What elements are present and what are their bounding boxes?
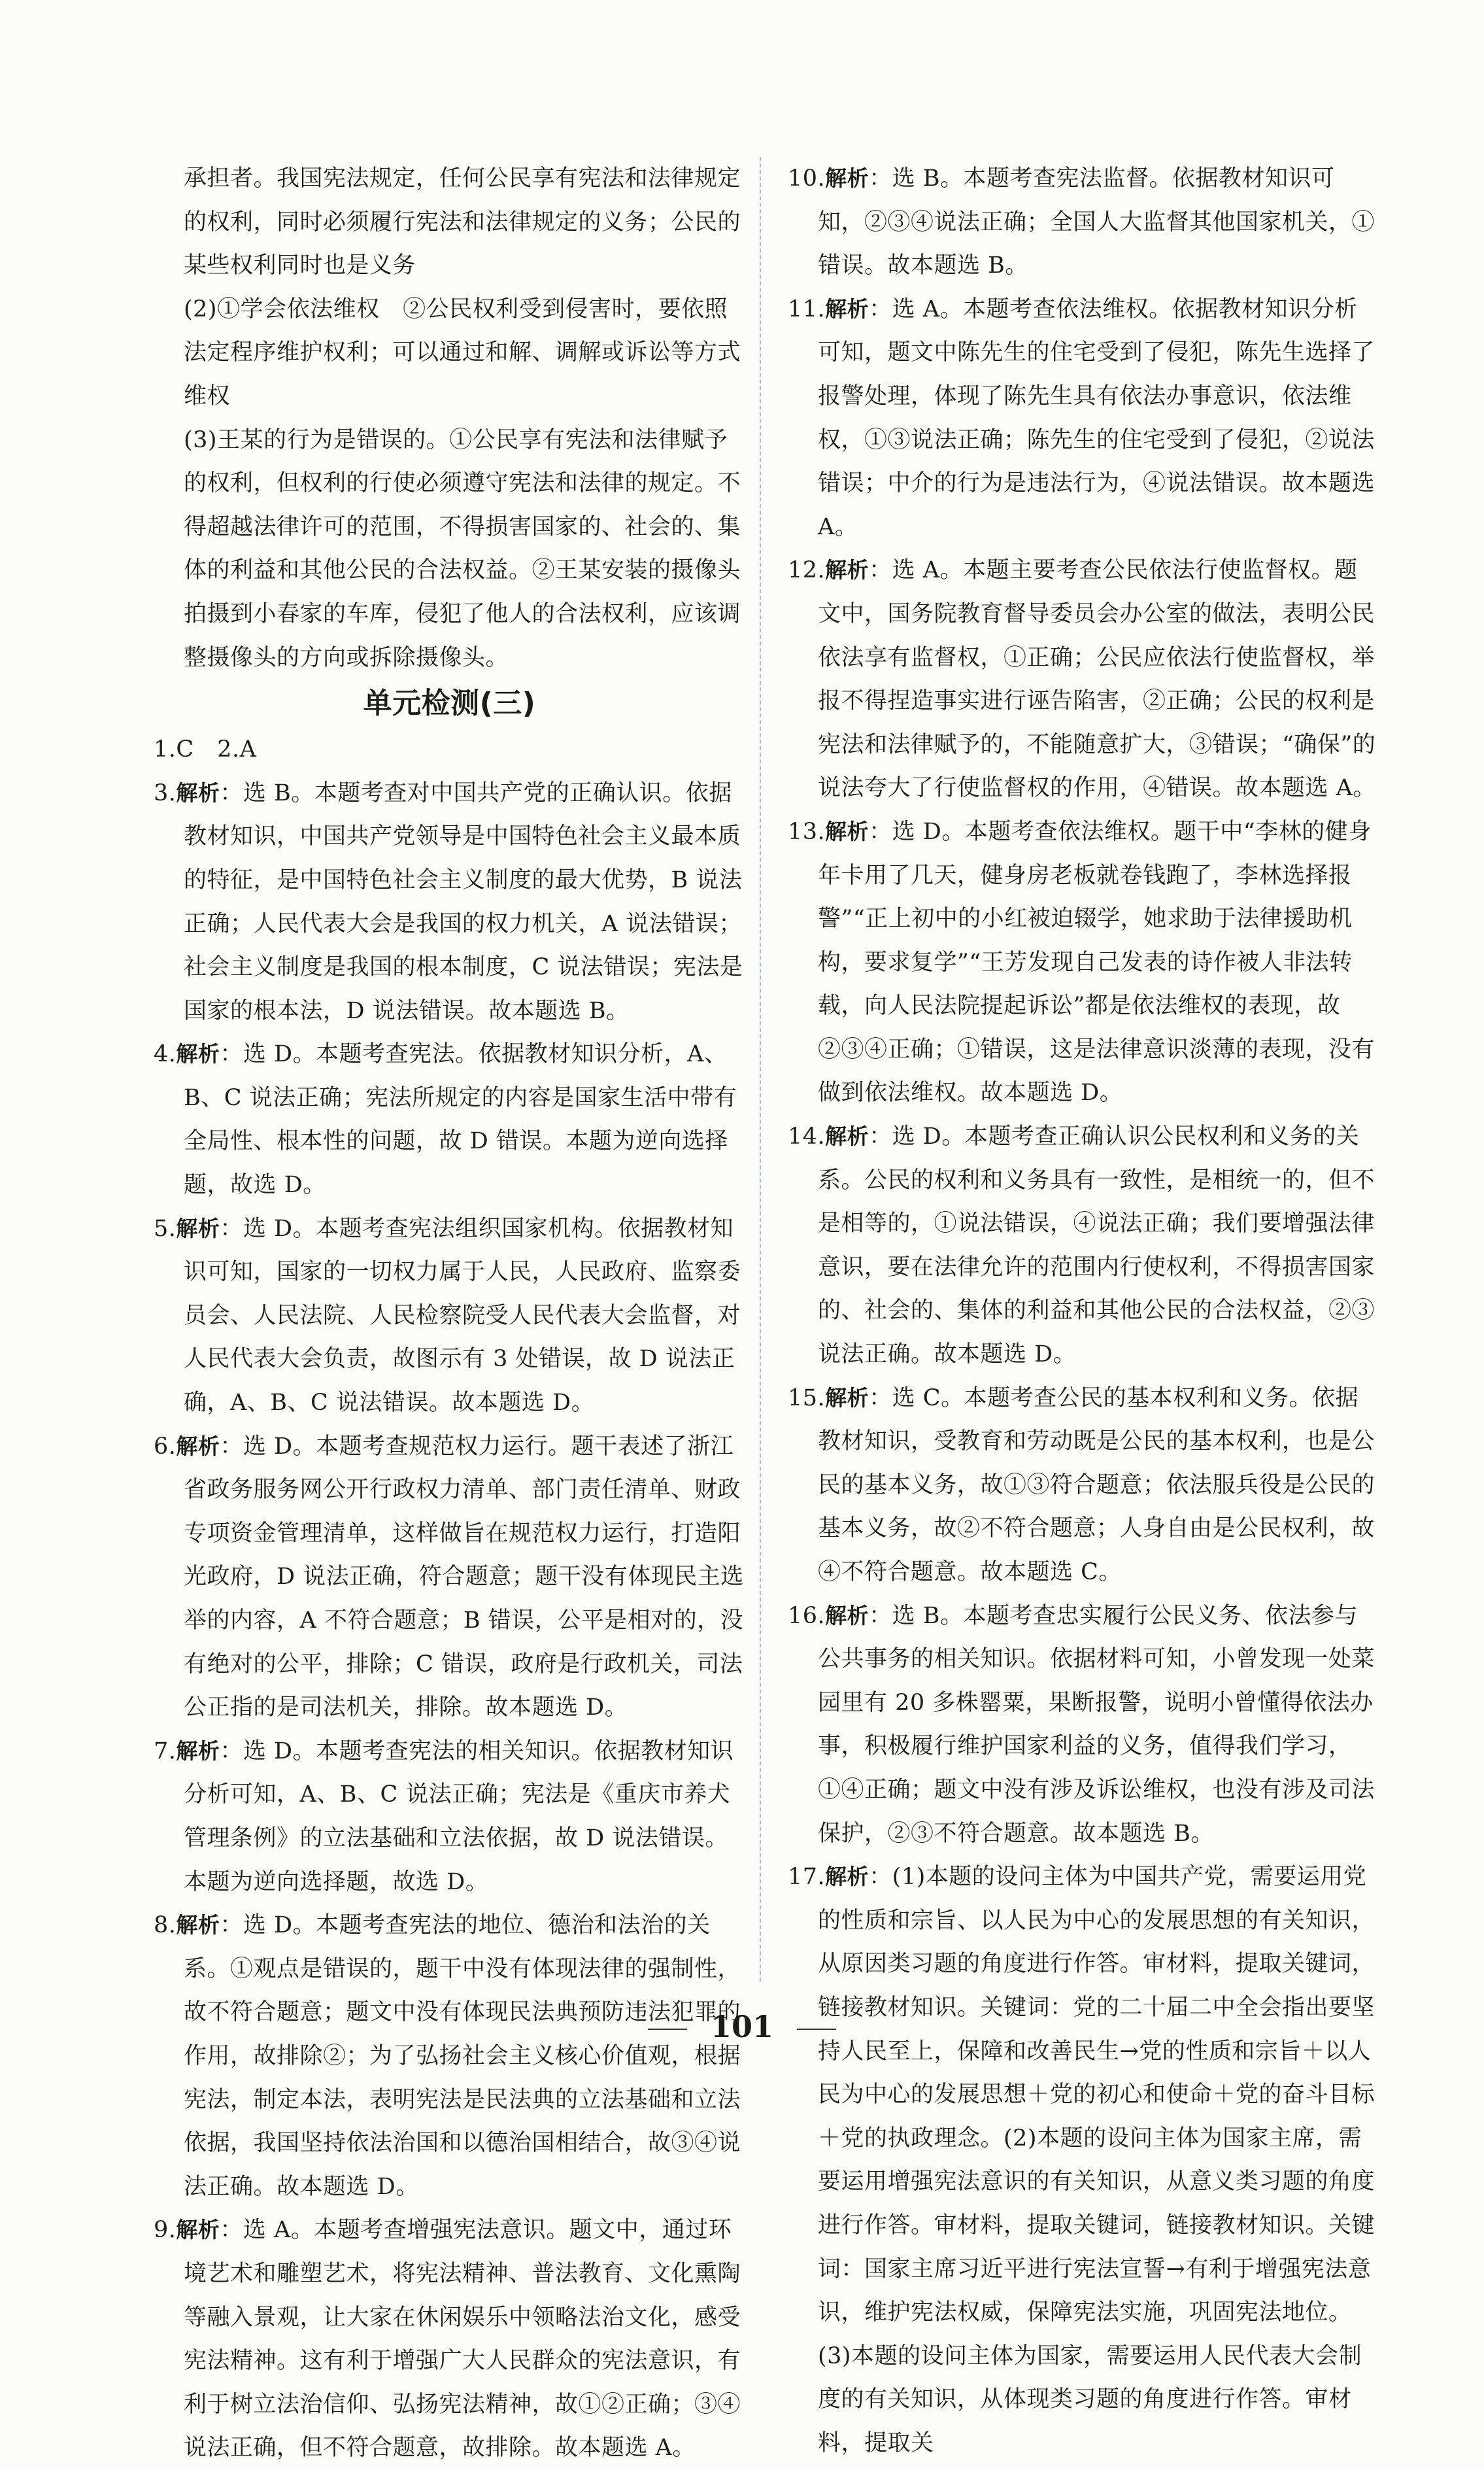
answer-number: 13.	[788, 818, 826, 845]
section-title: 单元检测(三)	[363, 687, 536, 721]
answer-number: 6.	[154, 1433, 177, 1460]
right-column	[788, 157, 1379, 2465]
page-number: 101	[710, 2009, 774, 2044]
answer-item	[154, 1033, 745, 1207]
answer-number: 10.	[788, 165, 826, 192]
answer-text: ：选 D。本题考查依法维权。题干中“李林的健身年卡用了几天，健身房老板就卷钱跑了，李林选择报警”“正上初中的小红被迫辍学，她求助于法律援助机构，要求复学”“王芳发现自己发表的诗作被人非法转载，向人民法院提起诉讼”都是依法维权的表现，故②③④正确；①错误，这是法律意识淡薄的表现，没有做到依法维权。故本题选 D。	[818, 818, 1375, 1106]
answer-item	[788, 288, 1379, 549]
answer-text: ：选 A。本题考查依法维权。依据教材知识分析可知，题文中陈先生的住宅受到了侵犯，陈先生选择了报警处理，体现了陈先生具有依法办事意识，依法维权，①③说法正确；陈先生的住宅受到了侵犯，②说法错误；中介的行为是违法行为，④说法错误。故本题选 A。	[818, 296, 1375, 540]
answer-number: 17.	[788, 1864, 826, 1891]
right-answer-list	[788, 157, 1379, 2465]
analysis-label: 解析	[176, 2217, 220, 2243]
answers-1-2: 1.C 2.A	[154, 736, 257, 763]
left-answer-list	[154, 772, 745, 2470]
answer-text: ：选 D。本题考查正确认识公民权利和义务的关系。公民的权利和义务具有一致性，是相统一的，但不是相等的，①说法错误，④说法正确；我们要增强法律意识，要在法律允许的范围内行使权利，不得损害国家的、社会的、集体的利益和其他公民的合法权益，②③说法正确。故本题选 D。	[818, 1124, 1375, 1368]
answer-text: ：选 D。本题考查宪法组织国家机构。依据教材知识可知，国家的一切权力属于人民，人民政府、监察委员会、人民法院、人民检察院受人民代表大会监督，对人民代表大会负责，故图示有 3 处错误，故 D 说法正确，A、B、C 说法错误。故本题选 D。	[184, 1215, 741, 1416]
continued-paragraph-1: 承担者。我国宪法规定，任何公民享有宪法和法律规定的权利，同时必须履行宪法和法律规定的义务；公民的某些权利同时也是义务	[184, 165, 741, 279]
analysis-label: 解析	[825, 1864, 869, 1890]
answer-number: 11.	[788, 296, 826, 322]
answer-item	[788, 549, 1379, 810]
answer-item	[788, 1115, 1379, 1377]
answer-text: ：选 C。本题考查公民的基本权利和义务。依据教材知识，受教育和劳动既是公民的基本权利，也是公民的基本义务，故①③符合题意；依法服兵役是公民的基本义务，故②不符合题意；人身自由是公民权利，故④不符合题意。故本题选 C。	[818, 1384, 1375, 1585]
analysis-label: 解析	[825, 557, 869, 583]
analysis-label: 解析	[176, 1041, 220, 1067]
answer-item	[788, 157, 1379, 288]
answer-text: ：选 D。本题考查规范权力运行。题干表述了浙江省政务服务网公开行政权力清单、部门责任清单、财政专项资金管理清单，这样做旨在规范权力运行，打造阳光政府，D 说法正确，符合题意；题干没有体现民主选举的内容，A 不符合题意；B 错误，公平是相对的，没有绝对的公平，排除；C 错误，政府是行政机关，司法公正指的是司法机关，排除。故本题选 D。	[184, 1433, 744, 1721]
answer-item	[154, 772, 745, 1033]
answer-number: 15.	[788, 1384, 826, 1411]
footer-dash-right	[797, 2029, 836, 2030]
footer-dash-left	[648, 2029, 687, 2030]
analysis-label: 解析	[825, 1384, 869, 1411]
answer-text: ：选 D。本题考查宪法的地位、德治和法治的关系。①观点是错误的，题干中没有体现法律的强制性，故不符合题意；题文中没有体现民法典预防违法犯罪的作用，故排除②；为了弘扬社会主义核心价值观，根据宪法，制定本法，表明宪法是民法典的立法基础和立法依据，我国坚持依法治国和以德治国相结合，故③④说法正确。故本题选 D。	[184, 1912, 741, 2200]
analysis-label: 解析	[825, 296, 869, 322]
answer-item	[154, 1730, 745, 1904]
answer-item	[154, 1425, 745, 1730]
analysis-label: 解析	[176, 1433, 220, 1459]
answer-text: ：选 B。本题考查宪法监督。依据教材知识可知，②③④说法正确；全国人大监督其他国家机关，①错误。故本题选 B。	[818, 165, 1375, 279]
continued-paragraph-3: (3)王某的行为是错误的。①公民享有宪法和法律赋予的权利，但权利的行使必须遵守宪法和法律的规定。不得超越法律许可的范围，不得损害国家的、社会的、集体的利益和其他公民的合法权益。②王某安装的摄像头拍摄到小春家的车库，侵犯了他人的合法权利，应该调整摄像头的方向或拆除摄像头。	[184, 426, 741, 671]
column-divider	[760, 157, 761, 1981]
answer-text: ：选 D。本题考查宪法。依据教材知识分析，A、B、C 说法正确；宪法所规定的内容是国家生活中带有全局性、根本性的问题，故 D 错误。本题为逆向选择题，故选 D。	[184, 1041, 737, 1199]
analysis-label: 解析	[825, 165, 869, 191]
answer-number: 12.	[788, 557, 826, 584]
answer-item	[788, 1594, 1379, 1856]
analysis-label: 解析	[176, 780, 220, 806]
answer-item	[154, 1207, 745, 1425]
analysis-label: 解析	[825, 1602, 869, 1628]
answer-number: 4.	[154, 1041, 177, 1068]
page-footer	[0, 2009, 1484, 2044]
answer-text: ：(1)本题的设问主体为中国共产党，需要运用党的性质和宗旨、以人民为中心的发展思想的有关知识，从原因类习题的角度进行作答。审材料，提取关键词，链接教材知识。关键词：党的二十届二中全会指出要坚持人民至上，保障和改善民生→党的性质和宗旨＋以人民为中心的发展思想＋党的初心和使命＋党的奋斗目标＋党的执政理念。(2)本题的设问主体为国家主席，需要运用增强宪法意识的有关知识，从意义类习题的角度进行作答。审材料，提取关键词，链接教材知识。关键词：国家主席习近平进行宪法宣誓→有利于增强宪法意识，维护宪法权威，保障宪法实施，巩固宪法地位。(3)本题的设问主体为国家，需要运用人民代表大会制度的有关知识，从体现类习题的角度进行作答。审材料，提取关	[818, 1864, 1375, 2456]
answer-item	[788, 1377, 1379, 1594]
analysis-label: 解析	[176, 1912, 220, 1938]
analysis-label: 解析	[176, 1215, 220, 1241]
answer-text: ：选 B。本题考查忠实履行公民义务、依法参与公共事务的相关知识。依据材料可知，小曾发现一处菜园里有 20 多株罂粟，果断报警，说明小曾懂得依法办事，积极履行维护国家利益的义务，值得我们学习，①④正确；题文中没有涉及诉讼维权，也没有涉及司法保护，②③不符合题意。故本题选 B。	[818, 1602, 1375, 1847]
answer-item	[154, 2208, 745, 2470]
answer-number: 8.	[154, 1912, 177, 1939]
analysis-label: 解析	[825, 818, 869, 844]
analysis-label: 解析	[176, 1738, 220, 1764]
answer-text: ：选 B。本题考查对中国共产党的正确认识。依据教材知识，中国共产党领导是中国特色社会主义最本质的特征，是中国特色社会主义制度的最大优势，B 说法正确；人民代表大会是我国的权力机关，A 说法错误；社会主义制度是我国的根本制度，C 说法错误；宪法是国家的根本法，D 说法错误。故本题选 B。	[184, 780, 743, 1024]
answer-number: 5.	[154, 1215, 177, 1242]
answer-text: ：选 D。本题考查宪法的相关知识。依据教材知识分析可知，A、B、C 说法正确；宪法是《重庆市养犬管理条例》的立法基础和立法依据，故 D 说法错误。本题为逆向选择题，故选 D。	[184, 1738, 734, 1895]
answer-number: 3.	[154, 780, 177, 806]
answer-number: 7.	[154, 1738, 177, 1764]
answer-item	[154, 1904, 745, 2208]
answer-item	[788, 1855, 1379, 2465]
continued-paragraph-2: (2)①学会依法维权 ②公民权利受到侵害时，要依照法定程序维护权利；可以通过和解、调解或诉讼等方式维权	[184, 296, 741, 409]
answer-number: 9.	[154, 2217, 177, 2244]
answer-number: 16.	[788, 1602, 826, 1629]
left-column	[154, 157, 745, 2470]
analysis-label: 解析	[825, 1124, 869, 1150]
answer-number: 14.	[788, 1124, 826, 1150]
answer-text: ：选 A。本题主要考查公民依法行使监督权。题文中，国务院教育督导委员会办公室的做法，表明公民依法享有监督权，①正确；公民应依法行使监督权，举报不得捏造事实进行诬告陷害，②正确；公民的权利是宪法和法律赋予的，不能随意扩大，③错误；“确保”的说法夸大了行使监督权的作用，④错误。故本题选 A。	[818, 557, 1376, 802]
answer-item	[788, 810, 1379, 1115]
answer-text: ：选 A。本题考查增强宪法意识。题文中，通过环境艺术和雕塑艺术，将宪法精神、普法教育、文化熏陶等融入景观，让大家在休闲娱乐中领略法治文化，感受宪法精神。这有利于增强广大人民群众的宪法意识，有利于树立法治信仰、弘扬宪法精神，故①②正确；③④说法正确，但不符合题意，故排除。故本题选 A。	[184, 2217, 741, 2461]
